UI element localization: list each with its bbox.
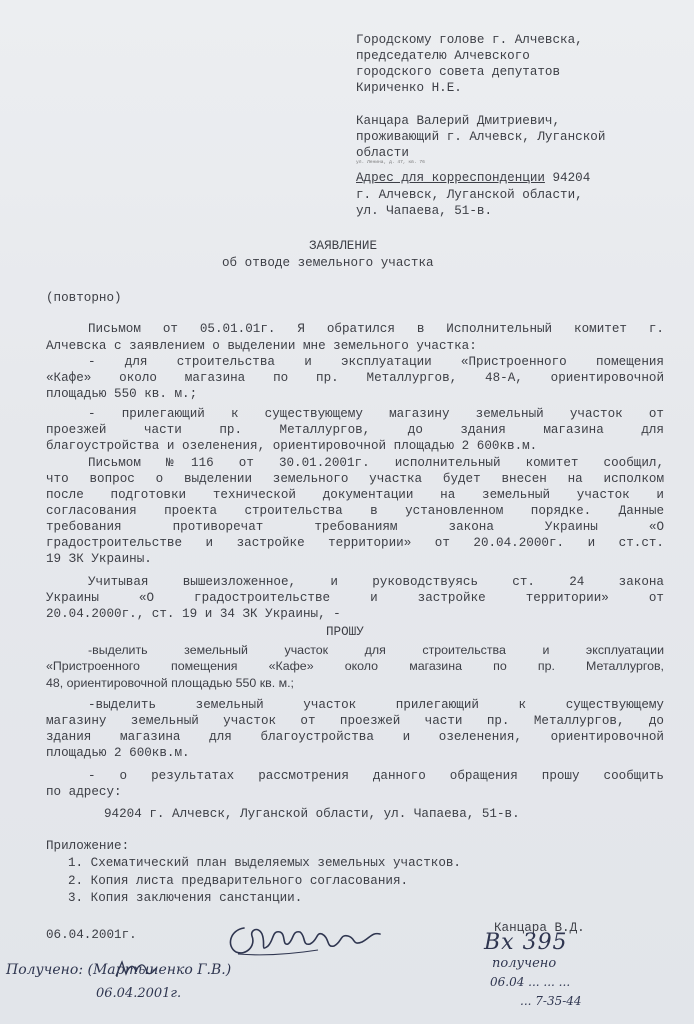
body-line: Письмом от 05.01.01г. Я обратился в Исполнительный комитет г. xyxy=(88,322,664,336)
document-title: ЗАЯВЛЕНИЕ xyxy=(309,239,378,253)
body-line: - для строительства и эксплуатации «Пристроенного помещения xyxy=(88,355,664,369)
document-date: 06.04.2001г. xyxy=(46,928,137,942)
sender-line: области xyxy=(356,146,409,160)
addressee-line: председателю Алчевского xyxy=(356,49,530,63)
received-name: (Мартыненко Г.В.) xyxy=(87,962,232,978)
request-line: по адресу: xyxy=(46,785,122,799)
body-line: 19 ЗК Украины. xyxy=(46,552,152,566)
attachment-item: 2. Копия листа предварительного согласования. xyxy=(68,874,409,888)
body-line: площадью 550 кв. м.; xyxy=(46,387,198,401)
received-initials-scribble xyxy=(112,958,158,980)
document-subtitle: об отводе земельного участка xyxy=(222,256,434,270)
request-line: -выделить земельный участок прилегающий к существующему xyxy=(88,698,664,712)
request-line: здания магазина для благоустройства и озеленения, ориентировочной xyxy=(46,730,664,744)
body-line: проезжей части пр. Металлургов, до здания магазина для xyxy=(46,423,664,437)
correspondence-address-line xyxy=(356,170,590,186)
handwritten-registration-number: Вх 395 xyxy=(484,930,568,955)
body-line: «Кафе» около магазина по пр. Металлургов, 48-А, ориентировочной xyxy=(46,371,664,385)
attachment-item: 3. Копия заключения санстанции. xyxy=(68,891,303,905)
body-line: градостроительстве и застройке территории» от 20.04.2000г. и ст.ст. xyxy=(46,536,664,550)
request-line: магазину земельный участок от проезжей части пр. Металлургов, до xyxy=(46,714,664,728)
body-line: Алчевска с заявлением о выделении мне земельного участка: xyxy=(46,339,477,353)
addressee-line: Кириченко Н.Е. xyxy=(356,81,462,95)
correspondence-label: Адрес для корреспонденции xyxy=(356,171,545,185)
body-line: благоустройства и озеленения, ориентировочной площадью 2 600кв.м. xyxy=(46,439,538,453)
request-line: 48, ориентировочной площадью 550 кв. м.; xyxy=(46,676,294,690)
addressee-line: городского совета депутатов xyxy=(356,65,561,79)
reply-address: 94204 г. Алчевск, Луганской области, ул. Чапаева, 51-в. xyxy=(104,807,520,821)
sender-small-address: ул. Ленина, д. 47, кв. 76 xyxy=(356,160,425,165)
signer-name: Канцара В.Д. xyxy=(494,921,585,935)
body-line: Учитывая вышеизложенное, и руководствуясь ст. 24 закона xyxy=(88,575,664,589)
request-line: - о результатах рассмотрения данного обращения прошу сообщить xyxy=(88,769,664,783)
sender-line: Канцара Валерий Дмитриевич, xyxy=(356,114,561,128)
received-label: Получено: xyxy=(6,962,88,978)
body-line: требования противоречат требованиям закона Украины «О xyxy=(46,520,664,534)
request-line: площадью 2 600кв.м. xyxy=(46,746,190,760)
repeat-note: (повторно) xyxy=(46,291,122,305)
request-line: «Пристроенного помещения «Кафе» около магазина по пр. Металлургов, xyxy=(46,659,664,673)
body-line: что вопрос о выделении земельного участка будет внесен на исполком xyxy=(46,472,664,486)
body-line: - прилегающий к существующему магазину земельный участок от xyxy=(88,407,664,421)
body-line: после подготовки технической документации на земельный участок и xyxy=(46,488,664,502)
signature-scribble xyxy=(222,910,392,962)
body-line: согласования проекта строительства в установленном порядке. Данные xyxy=(46,504,664,518)
sender-line: г. Алчевск, Луганской области, xyxy=(356,188,583,202)
attachment-item: 1. Схематический план выделяемых земельных участков. xyxy=(68,856,461,870)
handwritten-received-date: 06.04.2001г. xyxy=(96,986,182,1001)
body-line: Письмом №116 от 30.01.2001г. исполнительный комитет сообщил, xyxy=(88,456,664,470)
sender-line: ул. Чапаева, 51-в. xyxy=(356,204,493,218)
body-line: Украины «О градостроительстве и застройке территории» от xyxy=(46,591,664,605)
request-word: ПРОШУ xyxy=(326,625,364,639)
attachments-heading: Приложение: xyxy=(46,839,130,853)
correspondence-index: 94204 xyxy=(544,171,591,185)
handwritten-received-right: 06.04 ... ... ... xyxy=(490,975,571,989)
addressee-line: Городскому голове г. Алчевска, xyxy=(356,33,583,47)
sender-line: проживающий г. Алчевск, Луганской xyxy=(356,130,606,144)
handwritten-received-right: получено xyxy=(492,956,557,971)
request-line: -выделить земельный участок для строительства и эксплуатации xyxy=(88,643,664,657)
body-line: 20.04.2000г., ст. 19 и 34 ЗК Украины, - xyxy=(46,607,341,621)
handwritten-received-right: ... 7-35-44 xyxy=(520,994,582,1008)
